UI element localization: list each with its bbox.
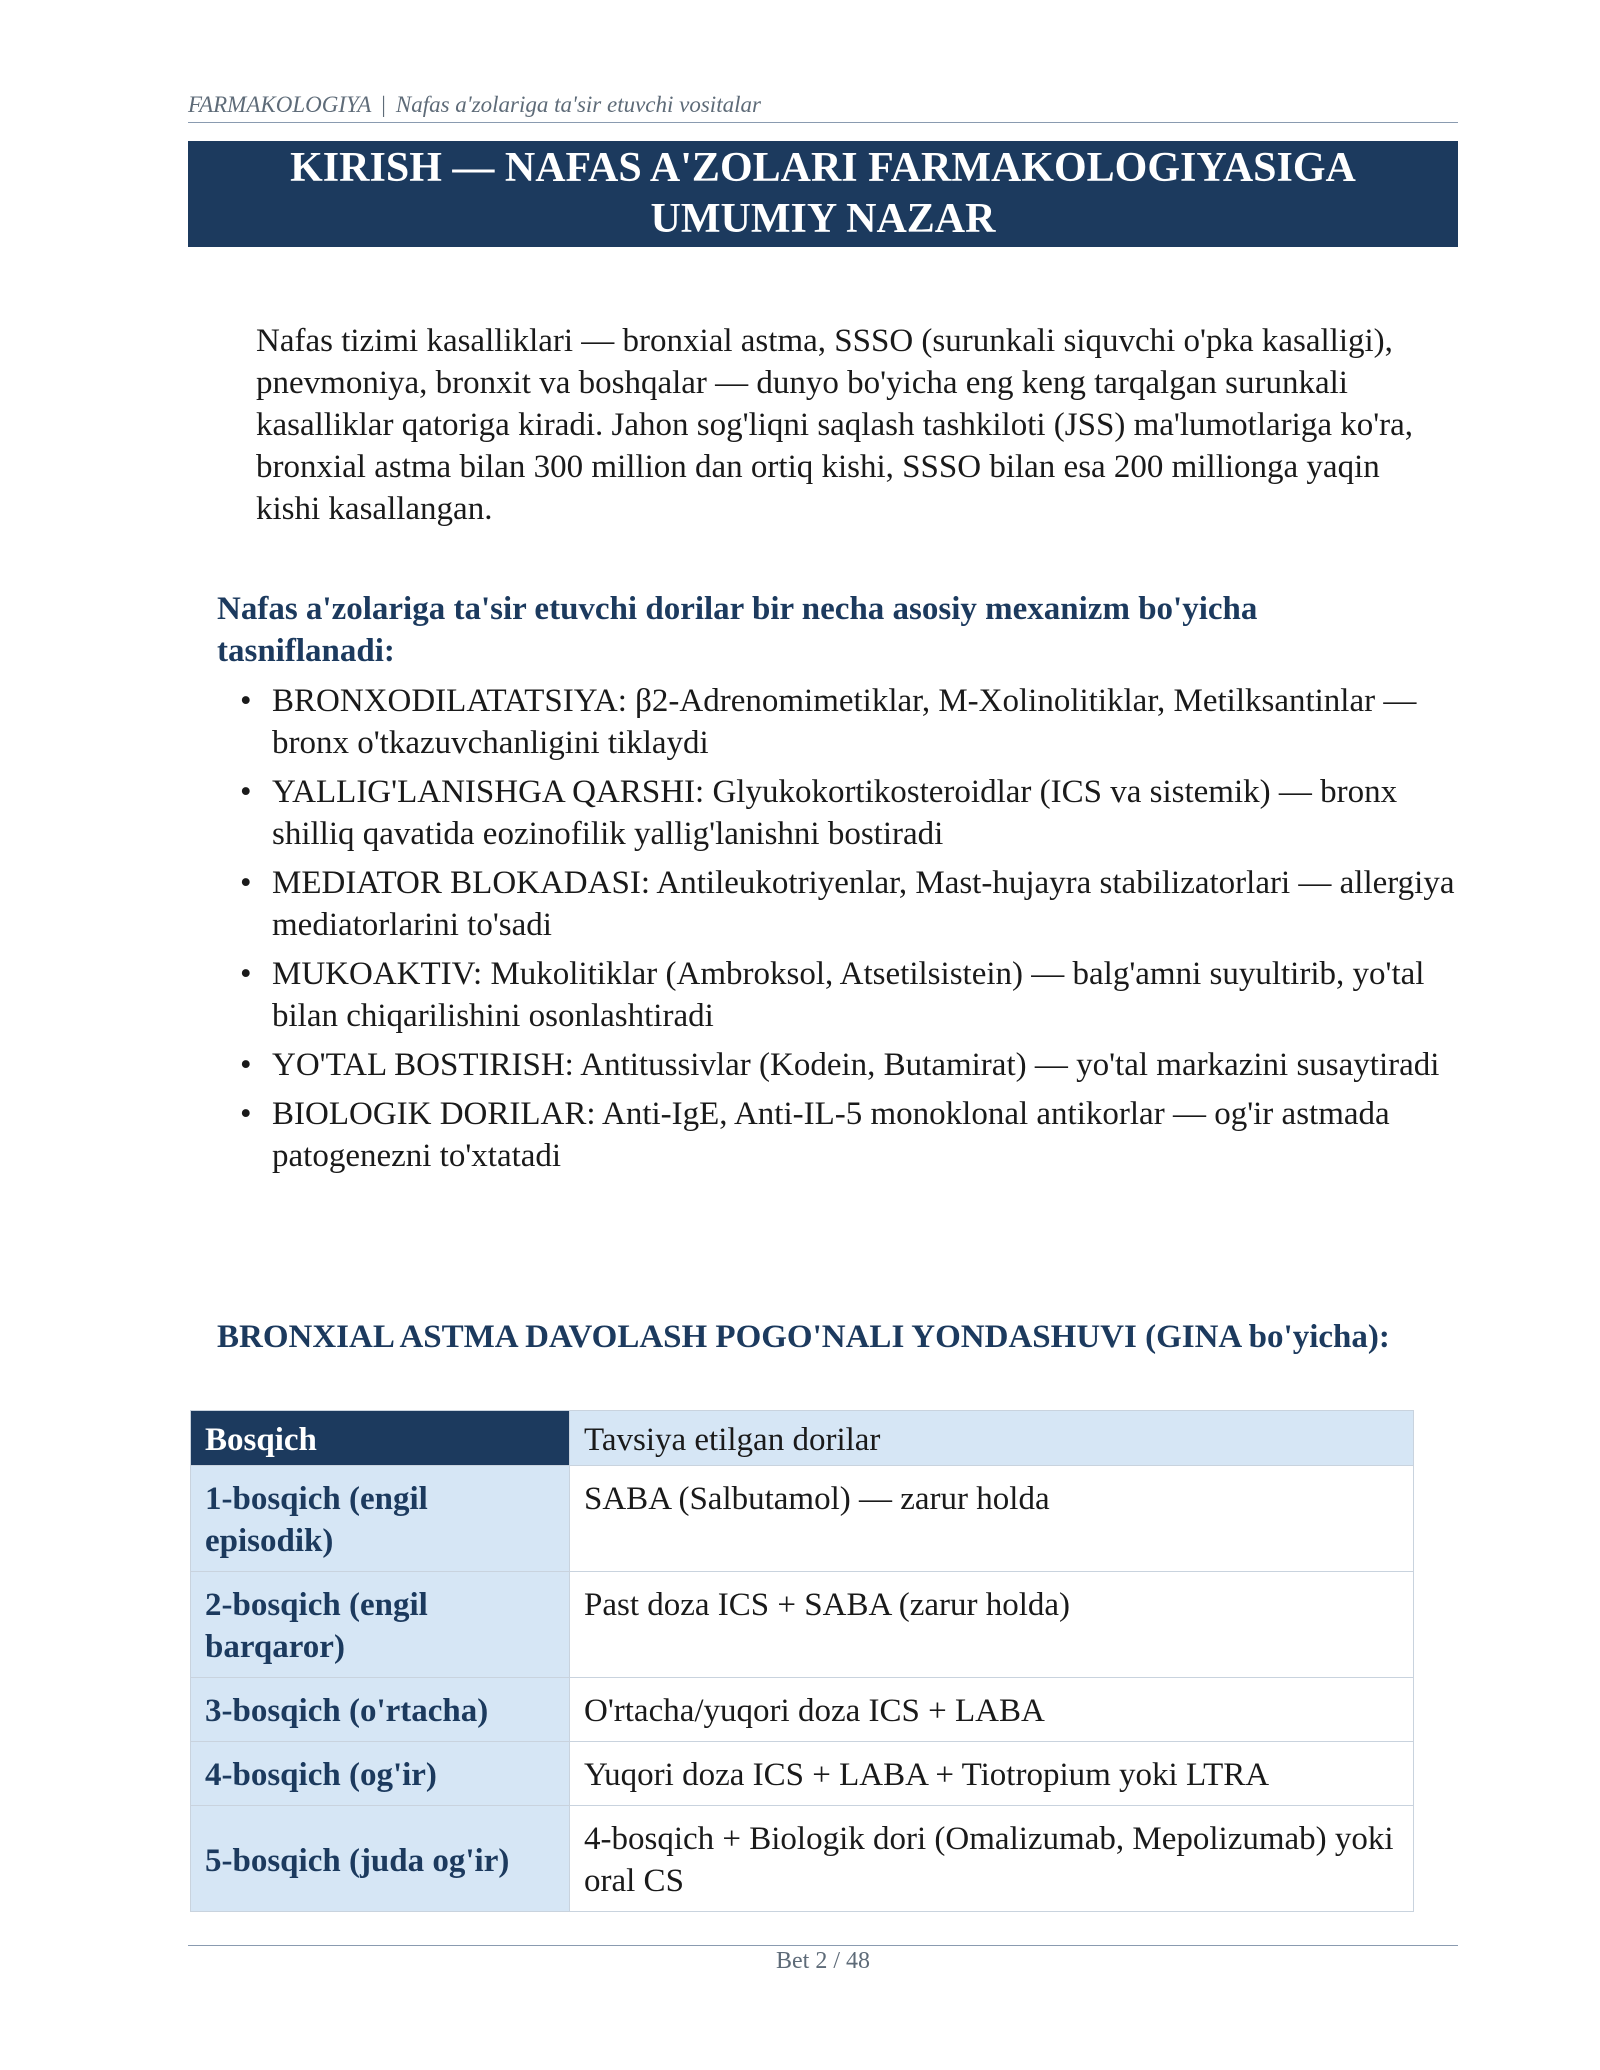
drugs-cell: Past doza ICS + SABA (zarur holda)	[570, 1572, 1414, 1678]
page-total: 48	[846, 1948, 870, 1974]
gina-steps-table	[190, 1410, 1414, 1912]
page-separator: /	[833, 1948, 840, 1974]
step-cell: 2-bosqich (engil barqaror)	[191, 1572, 570, 1678]
list-item	[240, 771, 1460, 855]
list-item	[240, 680, 1460, 764]
drugs-cell: Yuqori doza ICS + LABA + Tiotropium yoki LTRA	[570, 1742, 1414, 1806]
intro-paragraph: Nafas tizimi kasalliklari — bronxial astma, SSSO (surunkali siquvchi o'pka kasalligi), pnevmoniya, bronxit va boshqalar — dunyo bo'yicha eng keng tarqalgan surunkali kasalliklar qatoriga kiradi. Jahon sog'liqni saqlash tashkiloti (JSS) ma'lumotlariga ko'ra, bronxial astma bilan 300 million dan ortiq kishi, SSSO bilan esa 200 millionga yaqin kishi kasallangan.	[256, 323, 1414, 527]
drugs-cell: SABA (Salbutamol) — zarur holda	[570, 1466, 1414, 1572]
drugs-cell: O'rtacha/yuqori doza ICS + LABA	[570, 1678, 1414, 1742]
column-header-step: Bosqich	[191, 1411, 570, 1466]
mechanisms-list	[240, 680, 1460, 1184]
table-row	[191, 1466, 1414, 1572]
header-chapter: Nafas a'zolariga ta'sir etuvchi vositalar	[395, 92, 761, 117]
list-item	[240, 1093, 1460, 1177]
section-title-line1: KIRISH — NAFAS A'ZOLARI FARMAKOLOGIYASIGA	[290, 145, 1356, 191]
bullet-glyph: •	[240, 1047, 252, 1083]
list-item-text: YO'TAL BOSTIRISH: Antitussivlar (Kodein, Butamirat) — yo'tal markazini susaytiradi	[272, 1047, 1440, 1083]
step-cell: 1-bosqich (engil episodik)	[191, 1466, 570, 1572]
bullet-glyph: •	[240, 683, 252, 719]
header-subject: FARMAKOLOGIYA	[188, 92, 372, 117]
list-item-text: BIOLOGIK DORILAR: Anti-IgE, Anti-IL-5 monoklonal antikorlar — og'ir astmada patogenezni to'xtatadi	[272, 1096, 1390, 1174]
table-row	[191, 1572, 1414, 1678]
gina-heading: BRONXIAL ASTMA DAVOLASH POGO'NALI YONDASHUVI (GINA bo'yicha):	[217, 1319, 1390, 1355]
list-item	[240, 1044, 1460, 1086]
table-header-row	[191, 1411, 1414, 1466]
page-number	[188, 1948, 1458, 1975]
step-cell: 3-bosqich (o'rtacha)	[191, 1678, 570, 1742]
table-row	[191, 1742, 1414, 1806]
footer-divider	[188, 1945, 1458, 1946]
page-label: Bet 2	[776, 1948, 828, 1974]
list-item	[240, 953, 1460, 1037]
section-title-line2: UMUMIY NAZAR	[650, 196, 996, 242]
running-header	[188, 92, 1458, 123]
list-item-text: MUKOAKTIV: Mukolitiklar (Ambroksol, Atsetilsistein) — balg'amni suyultirib, yo'tal bilan chiqarilishini osonlashtiradi	[272, 956, 1425, 1034]
list-item-text: MEDIATOR BLOKADASI: Antileukotriyenlar, Mast-hujayra stabilizatorlari — allergiya mediatorlarini to'sadi	[272, 865, 1455, 943]
list-item-text: YALLIG'LANISHGA QARSHI: Glyukokortikosteroidlar (ICS va sistemik) — bronx shilliq qavatida eozinofilik yallig'lanishni bostiradi	[272, 774, 1398, 852]
step-cell: 4-bosqich (og'ir)	[191, 1742, 570, 1806]
table-row	[191, 1678, 1414, 1742]
bullet-glyph: •	[240, 774, 252, 810]
list-item-text: BRONXODILATATSIYA: β2-Adrenomimetiklar, M-Xolinolitiklar, Metilksantinlar — bronx o'tkazuvchanligini tiklaydi	[272, 683, 1417, 761]
header-separator: |	[381, 92, 386, 117]
drugs-cell: 4-bosqich + Biologik dori (Omalizumab, Mepolizumab) yoki oral CS	[570, 1806, 1414, 1912]
column-header-drugs: Tavsiya etilgan dorilar	[570, 1411, 1414, 1466]
bullet-glyph: •	[240, 865, 252, 901]
table-row	[191, 1806, 1414, 1912]
section-title-banner	[188, 141, 1458, 247]
mechanisms-heading: Nafas a'zolariga ta'sir etuvchi dorilar bir necha asosiy mexanizm bo'yicha tasniflanadi:	[217, 591, 1258, 669]
list-item	[240, 862, 1460, 946]
step-cell: 5-bosqich (juda og'ir)	[191, 1806, 570, 1912]
bullet-glyph: •	[240, 956, 252, 992]
bullet-glyph: •	[240, 1096, 252, 1132]
